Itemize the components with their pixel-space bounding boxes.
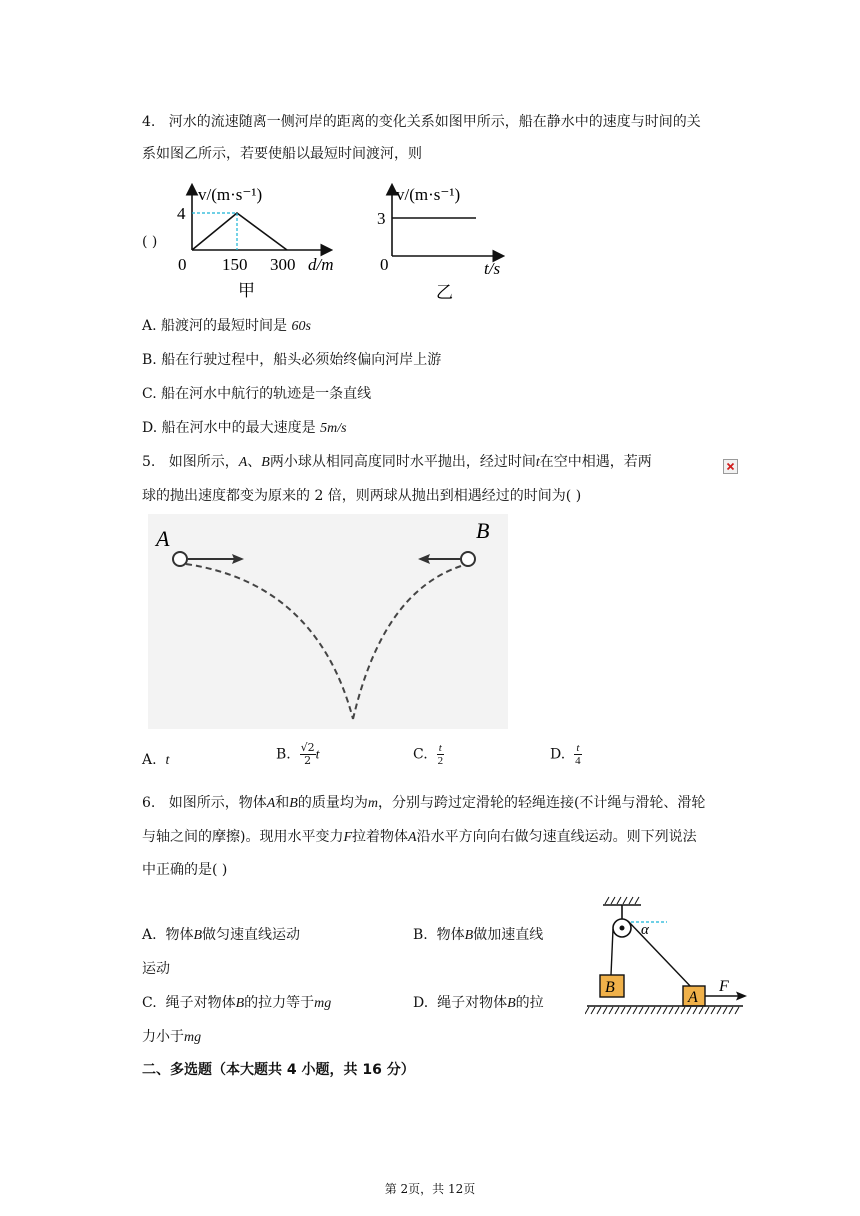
q5-label-a: A: [156, 526, 170, 551]
q5-stem-line1: [142, 452, 652, 473]
q5-figure: [148, 514, 508, 729]
rope-to-a: [628, 921, 693, 989]
q5-stem-line2: 球的抛出速度都变为原来的 2 倍，则两球从抛出到相遇经过的时间为( ): [142, 488, 582, 504]
q5-option-d-label: D.: [550, 746, 566, 763]
q6-option-a-pre: 物体: [165, 927, 194, 943]
q6-var-f: F: [343, 830, 353, 845]
rope-to-b: [611, 929, 613, 975]
q4-option-c-text: 船在河水中航行的轨迹是一条直线: [161, 386, 372, 402]
q6-number: 6.: [142, 795, 156, 811]
q4-stem-text1: 河水的流速随离一侧河岸的距离的变化关系如图甲所示，船在静水中的速度与时间的关: [168, 114, 701, 130]
q5-option-c-num: t: [437, 742, 445, 755]
q6-option-c-math: mg: [314, 996, 332, 1011]
q5-text1c: 在空中相遇，若两: [539, 454, 652, 470]
q6-option-d-pre: 绳子对物体: [437, 995, 508, 1011]
q4-option-a-label: A.: [142, 318, 157, 334]
q6-option-b-pre: 物体: [436, 927, 465, 943]
q5-var-a: A: [238, 455, 248, 470]
yi-xlabel: t/s: [484, 259, 501, 278]
q5-option-b-fraction: [300, 742, 316, 767]
q6-text2c: 沿水平方向向右做匀速直线运动。则下列说法: [416, 829, 697, 845]
q5-var-t: t: [535, 455, 540, 470]
q5-text1b: 两小球从相同高度同时水平抛出，经过时间: [269, 454, 536, 470]
q4-option-d-label: D.: [142, 420, 158, 436]
q6-option-a-label: A.: [142, 927, 157, 943]
yi-origin: 0: [380, 255, 389, 274]
q4-paren: ( ): [142, 234, 158, 250]
q6-pulley-figure: [585, 893, 750, 1018]
q5-option-a-math: t: [165, 753, 170, 768]
q6-and: 和: [275, 795, 290, 811]
q6-option-d-wrap-math: mg: [184, 1030, 202, 1045]
ball-a: [173, 552, 187, 566]
q6-option-a-var: B: [193, 928, 203, 943]
q4-option-b: [142, 350, 441, 370]
q4-option-b-label: B.: [142, 352, 157, 368]
q6-option-c-pre: 绳子对物体: [165, 995, 236, 1011]
q4-option-d-math: 5m/s: [320, 421, 347, 436]
q5-label-b: B: [476, 518, 490, 543]
q6-option-c: [142, 993, 331, 1014]
q6-stem-line2: [142, 827, 697, 848]
q5-option-b-num: √2: [300, 741, 315, 754]
broken-image-icon: [723, 459, 738, 474]
q4-option-d: [142, 418, 347, 439]
q4-option-c-label: C.: [142, 386, 157, 402]
q6-text1a: 如图所示，物体: [168, 795, 267, 811]
ball-b: [461, 552, 475, 566]
q5-option-c: [413, 742, 444, 767]
q6-option-d-wrap-pre: 力小于: [142, 1029, 184, 1045]
yi-ylabel: v/(m·s⁻¹): [396, 185, 461, 204]
q4-stem-line1: [142, 112, 701, 132]
q6-option-c-var: B: [235, 996, 245, 1011]
q6-var-a2: A: [408, 830, 417, 845]
page-footer: 第 2页，共 12页: [384, 1182, 476, 1196]
q6-option-d: [413, 993, 544, 1014]
q5-option-c-fraction: [437, 742, 445, 767]
q6-text2b: 拉着物体: [352, 829, 409, 845]
q5-option-b: [276, 742, 320, 767]
q5-option-d-fraction: [574, 742, 582, 767]
q6-option-b-wrap: 运动: [142, 961, 170, 977]
q6-var-a: A: [266, 796, 276, 811]
ceiling-hatch: [605, 897, 639, 904]
jia-ytick: 4: [177, 204, 186, 223]
block-b-label: B: [605, 979, 615, 996]
block-a-label: A: [688, 989, 698, 1006]
q6-stem-line3: 中正确的是( ): [142, 862, 228, 878]
q6-option-a: [142, 925, 300, 946]
jia-caption: 甲: [238, 281, 255, 300]
jia-xlabel: d/m: [308, 255, 334, 274]
q5-option-c-den: 2: [437, 755, 444, 767]
q4-stem-text2: 系如图乙所示，若要使船以最短时间渡河，则: [142, 146, 422, 162]
q5-option-d-num: t: [574, 742, 582, 755]
ground-hatch: [585, 1007, 739, 1014]
q6-option-d-post: 的拉: [515, 995, 544, 1011]
q6-text1c: ，分别与跨过定滑轮的轻绳连接(不计绳与滑轮、滑轮: [377, 795, 706, 811]
q6-text2a: 与轴之间的摩擦)。现用水平变力: [142, 829, 344, 845]
q6-option-b: [413, 925, 543, 946]
q5-text1a: 如图所示，: [168, 454, 239, 470]
q4-option-c: [142, 384, 371, 404]
jia-ylabel: v/(m·s⁻¹): [198, 185, 263, 204]
q5-option-c-label: C.: [413, 746, 428, 763]
q6-stem-line1: [142, 793, 705, 814]
q5-option-b-tail: t: [315, 747, 320, 763]
q4-option-d-text: 船在河水中的最大速度是: [161, 420, 316, 436]
q4-graph-jia: [168, 182, 358, 302]
q4-option-a: [142, 316, 311, 337]
q6-option-d-label: D.: [413, 995, 429, 1011]
q6-option-b-var: B: [464, 928, 474, 943]
jia-velocity-line: [192, 213, 287, 250]
q5-option-d: [550, 742, 582, 767]
q6-option-a-post: 做匀速直线运动: [202, 927, 301, 943]
q6-option-b-post: 做加速直线: [473, 927, 544, 943]
q6-option-b-label: B.: [413, 927, 428, 943]
section2-title: 二、多选题（本大题共 4 小题，共 16 分）: [142, 1062, 415, 1078]
yi-ytick: 3: [377, 209, 386, 228]
jia-xtick-150: 150: [222, 255, 248, 274]
q6-var-m: m: [367, 796, 378, 811]
q6-option-c-post: 的拉力等于: [244, 995, 315, 1011]
yi-caption: 乙: [436, 283, 453, 302]
q4-option-b-text: 船在行驶过程中，船头必须始终偏向河岸上游: [161, 352, 442, 368]
force-label: F: [719, 978, 729, 995]
q5-sep: 、: [247, 454, 262, 470]
q5-option-a-label: A.: [142, 752, 157, 768]
q6-option-c-label: C.: [142, 995, 157, 1011]
q5-option-b-label: B.: [276, 746, 291, 763]
q5-option-a: [142, 750, 169, 771]
q6-option-d-var: B: [507, 996, 516, 1011]
q5-var-b: B: [261, 455, 270, 470]
q5-number: 5.: [142, 454, 156, 470]
q5-option-d-den: 4: [575, 755, 581, 767]
angle-alpha: α: [641, 922, 649, 938]
jia-xtick-300: 300: [270, 255, 296, 274]
q4-option-a-math: 60s: [291, 319, 311, 334]
q4-stem-line2: [142, 144, 422, 164]
q6-text1b: 的质量均为: [297, 795, 368, 811]
q4-option-a-text: 船渡河的最短时间是: [161, 318, 288, 334]
jia-origin: 0: [178, 255, 187, 274]
q6-option-d-wrap: [142, 1027, 201, 1048]
q4-number: 4.: [142, 114, 156, 130]
q4-graph-yi: [372, 182, 512, 302]
q6-var-b: B: [289, 796, 298, 811]
q5-figure-background: [148, 514, 508, 729]
q5-option-b-den: 2: [304, 754, 312, 767]
